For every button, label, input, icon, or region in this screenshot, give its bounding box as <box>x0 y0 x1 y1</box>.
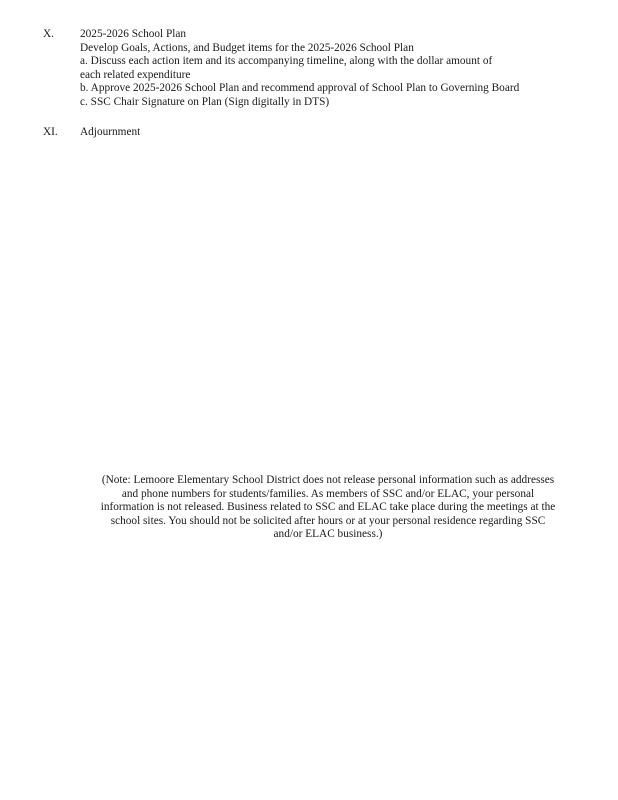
privacy-note <box>78 474 578 542</box>
agenda-item-title: Adjournment <box>80 126 141 138</box>
privacy-note-line: school sites. You should not be solicited after hours or at your personal residence regarding SSC <box>110 514 546 527</box>
privacy-note-line: information is not released. Business related to SSC and ELAC take place during the meetings at the <box>100 501 556 513</box>
agenda-item-title: 2025-2026 School Plan <box>80 28 187 40</box>
privacy-note-line: and phone numbers for students/families. As members of SSC and/or ELAC, your personal <box>121 487 535 500</box>
privacy-note-line: (Note: Lemoore Elementary School District does not release personal information such as addresses <box>101 474 555 486</box>
sub-item-b: b. Approve 2025-2026 School Plan and recommend approval of School Plan to Governing Board <box>80 82 520 94</box>
agenda-item-body <box>80 126 580 140</box>
sub-item-a-line-1: a. Discuss each action item and its accompanying timeline, along with the dollar amount of <box>80 55 493 67</box>
agenda-item-numeral: X. <box>43 28 54 40</box>
agenda-item-body <box>80 28 580 109</box>
agenda-item-description: Develop Goals, Actions, and Budget items for the 2025-2026 School Plan <box>80 41 414 54</box>
agenda-item-numeral: XI. <box>43 126 58 138</box>
sub-item-c: c. SSC Chair Signature on Plan (Sign digitally in DTS) <box>80 95 330 108</box>
privacy-note-line: and/or ELAC business.) <box>273 528 383 540</box>
sub-item-a-line-2: each related expenditure <box>80 68 191 81</box>
